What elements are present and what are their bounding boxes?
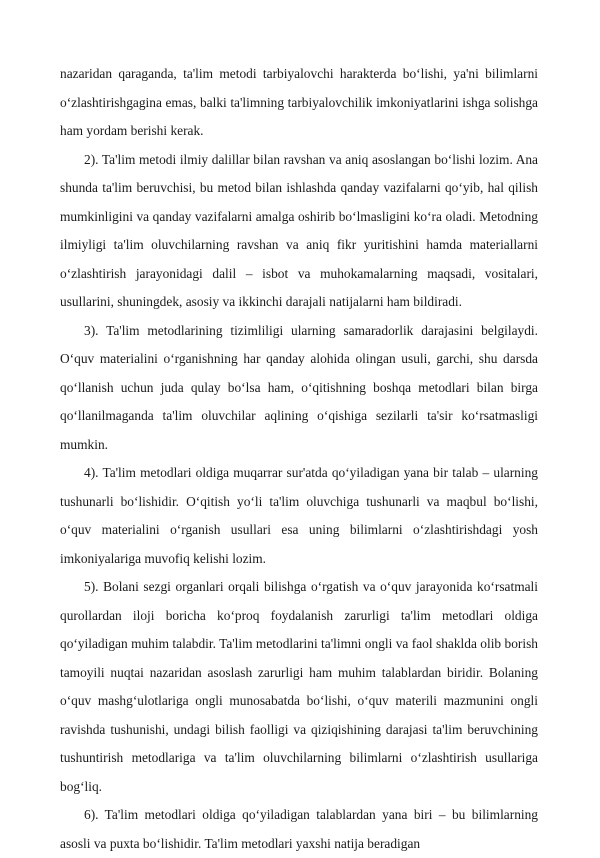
document-page xyxy=(60,60,538,858)
paragraph-4-comprehensible: 4). Ta'lim metodlari oldiga muqarrar sur'atda qo‘yiladigan yana bir talab – ularning tushunarli bo‘lishidir. O‘qitish yo‘li ta'lim oluvchiga tushunarli va maqbul bo‘lishi, o‘quv materialini o‘rganish usullari esa uning bilimlarni o‘zlashtirishdagi yosh imkoniyalariga muvofiq kelishi lozim. xyxy=(60,465,538,566)
paragraph-5-visual-aids: 5). Bolani sezgi organlari orqali bilishga o‘rgatish va o‘quv jarayonida ko‘rsatmali qurollardan iloji boricha ko‘proq foydalanish zarurligi ta'lim metodlari oldiga qo‘yiladigan muhim talabdir. Ta'lim metodlarini ta'limni ongli va faol shaklda olib borish tamoyili nuqtai nazaridan asoslash zarurligi ham muhim talablardan biridir. Bolaning o‘quv mashg‘ulotlariga ongli munosabatda bo‘lishi, o‘quv materili mazmunini ongli ravishda tushunishi, undagi bilish faolligi va qiziqishining darajasi ta'lim beruvchining tushuntirish metodlariga va ta'lim oluvchilarning bilimlarni o‘zlashtirish usullariga bog‘liq. xyxy=(60,579,538,794)
paragraph-2-scientific-basis: 2). Ta'lim metodi ilmiy dalillar bilan ravshan va aniq asoslangan bo‘lishi lozim. Ana shunda ta'lim beruvchisi, bu metod bilan ishlashda qanday vazifalarni qo‘yib, hal qilish mumkinligini va qanday vazifalarni amalga oshirib bo‘lmasligini ko‘ra oladi. Metodning ilmiyligi ta'lim oluvchilarning ravshan va aniq fikr yuritishini hamda materiallarni o‘zlashtirish jarayonidagi dalil – isbot va muhokamalarning maqsadi, vositalari, usullarini, shuningdek, asosiy va ikkinchi darajali natijalarni ham bildiradi. xyxy=(60,151,538,309)
paragraph-6-solid-knowledge: 6). Ta'lim metodlari oldiga qo‘yiladigan talablardan yana biri – bu bilimlarning asosli va puxta bo‘lishidir. Ta'lim metodlari yaxshi natija beradigan xyxy=(60,807,538,851)
paragraph-3-systematic: 3). Ta'lim metodlarining tizimliligi ularning samaradorlik darajasini belgilaydi. O‘quv materialini o‘rganishning har qanday alohida olingan usuli, garchi, shu darsda qo‘llanish uchun juda qulay bo‘lsa ham, o‘qitishning boshqa metodlari bilan birga qo‘llanilmaganda ta'lim oluvchilar aqlining o‘qishiga sezilarli ta'sir ko‘rsatmasligi mumkin. xyxy=(60,322,538,452)
paragraph-continuation: nazaridan qaraganda, ta'lim metodi tarbiyalovchi harakterda bo‘lishi, ya'ni bilimlarni o‘zlashtirishgagina emas, balki ta'limning tarbiyalovchilik imkoniyatlarini ishga solishga ham yordam berishi kerak. xyxy=(60,66,538,138)
